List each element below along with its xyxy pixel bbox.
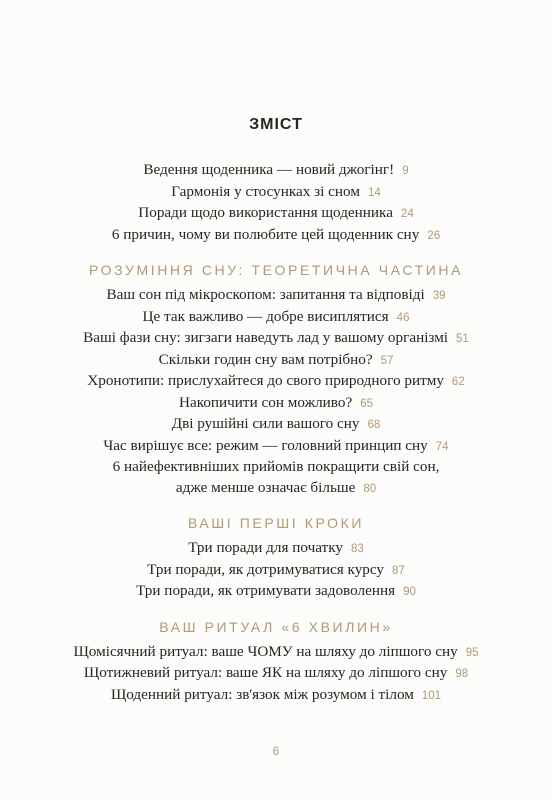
toc-entry (0, 225, 552, 247)
toc-entry-page: 62 (451, 376, 465, 388)
toc-entry-title: Скільки годин сну вам потрібно? (158, 350, 373, 368)
toc-entry-title: Час вирішує все: режим — головний принцип сну (103, 436, 428, 454)
toc-entry-title: 6 причин, чому ви полюбите цей щоденник сну (111, 225, 420, 243)
toc-entry (0, 560, 552, 582)
toc-section-first-steps (0, 513, 552, 603)
toc-entry-title: Поради щодо використання щоденника (138, 204, 393, 221)
section-heading: ВАШІ ПЕРШІ КРОКИ (187, 515, 365, 531)
toc-entry-title: Щоденний ритуал: зв'язок між розумом і тілом (110, 685, 414, 703)
toc-entry (0, 642, 552, 664)
toc-entry-page: 80 (363, 482, 377, 495)
toc-entry-page: 65 (360, 397, 373, 410)
toc-entry (0, 203, 552, 225)
toc-entry-page: 83 (350, 543, 364, 555)
toc-entry-page: 24 (400, 208, 414, 220)
toc-entry (0, 285, 552, 307)
toc-section-ritual (0, 617, 552, 707)
toc-entry-title: Три поради, як отримувати задоволення (136, 582, 396, 599)
toc-entry-page: 98 (455, 668, 469, 680)
toc-entry (0, 663, 552, 685)
toc-entry-title: Ваш сон під мікроскопом: запитання та відповіді (106, 286, 425, 303)
toc-entry-page: 87 (392, 564, 405, 577)
toc-entry-page: 14 (367, 186, 381, 199)
toc-entry-page: 95 (465, 646, 479, 659)
toc-entry (0, 581, 552, 603)
toc-entry (0, 538, 552, 560)
toc-entry-title: Дві рушійні сили вашого сну (171, 415, 360, 432)
page-number: 6 (272, 744, 280, 758)
toc-entry (0, 436, 552, 458)
toc-entry (0, 457, 552, 478)
toc-entry-page: 46 (396, 311, 410, 324)
toc-entry-page: 26 (427, 229, 441, 242)
toc-entry-page: 68 (367, 419, 381, 431)
toc-entry-title: Гармонія у стосунках зі сном (171, 182, 360, 200)
toc-entry-page: 74 (435, 440, 449, 453)
toc-entry-page: 90 (403, 586, 416, 598)
toc-entry-title-line-2: адже менше означає більше (175, 478, 356, 496)
toc-entry-title: Ваші фази сну: зигзаги наведуть лад у вашому організмі (83, 329, 449, 346)
toc-entry-page: 39 (432, 290, 446, 302)
toc-entry-page: 51 (456, 333, 469, 345)
toc-entry (0, 685, 552, 707)
toc-entry-title: Хронотипи: прислухайтеся до свого природного ритму (87, 372, 444, 389)
toc-entry (0, 328, 552, 350)
toc-entry (0, 182, 552, 204)
toc-section-theory (0, 260, 552, 499)
toc-entry (0, 307, 552, 329)
toc-intro-group (0, 160, 552, 246)
toc-entry-title: Щомісячний ритуал: ваше ЧОМУ на шляху до ліпшого сну (73, 642, 458, 660)
toc-entry (0, 393, 552, 415)
toc-entry-title: Накопичити сон можливо? (179, 393, 353, 411)
toc-entry (0, 414, 552, 436)
toc-entry (0, 160, 552, 182)
section-heading: ВАШ РИТУАЛ «6 ХВИЛИН» (159, 618, 393, 635)
toc-entry (0, 350, 552, 372)
toc-entry-title: Це так важливо — добре висиплятися (142, 307, 389, 325)
toc-entry-page: 57 (380, 354, 394, 367)
toc-entry-page: 101 (421, 689, 442, 702)
toc-entry-title: Ведення щоденника — новий джогінг! (143, 161, 395, 178)
toc-entry-title: Три поради для початку (188, 539, 343, 556)
toc-entry-title-line-1: 6 найефективніших прийомів покращити свій сон, (112, 458, 440, 475)
toc-entry-title: Три поради, як дотримуватися курсу (147, 560, 385, 578)
toc-entry-title: Щотижневий ритуал: ваше ЯК на шляху до ліпшого сну (83, 664, 448, 681)
section-heading: РОЗУМІННЯ СНУ: ТЕОРЕТИЧНА ЧАСТИНА (88, 262, 464, 278)
toc-entry-page: 9 (402, 165, 409, 177)
page-title: ЗМІСТ (249, 116, 303, 133)
toc-entry (0, 371, 552, 393)
table-of-contents (0, 160, 552, 706)
toc-entry (0, 478, 552, 500)
